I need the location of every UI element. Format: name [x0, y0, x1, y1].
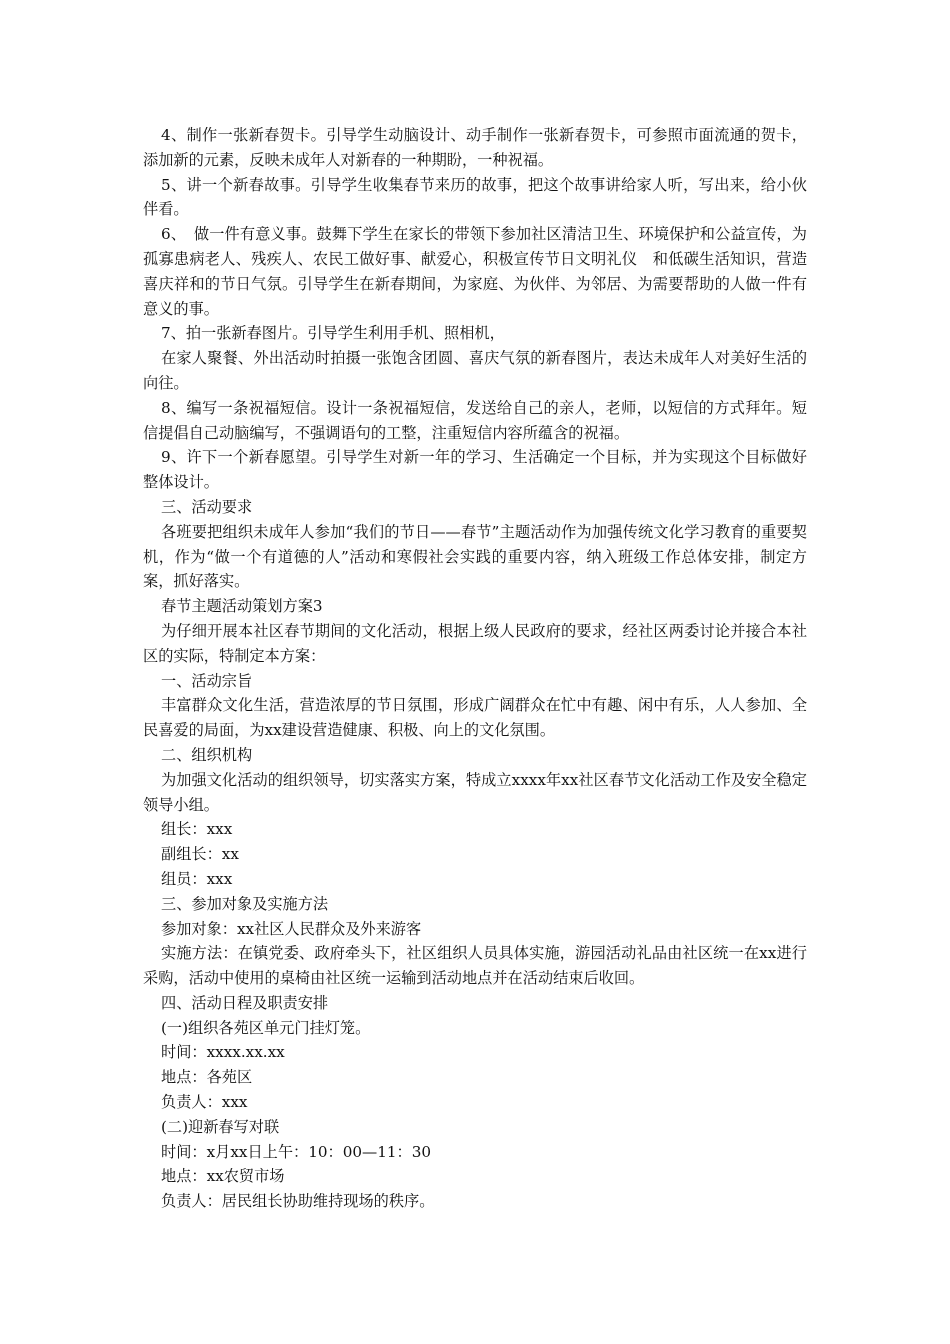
schedule-item-1-place: 地点：各苑区: [161, 1068, 253, 1087]
paragraph-item-6: 6、 做一件有意义事。鼓舞下学生在家长的带领下参加社区清洁卫生、环境保护和公益宣传，为孤寡患病老人、残疾人、农民工做好事、献爱心，积极宣传节日文明礼仪 和低碳生活知识，营造喜庆祥和的节日气氛。引导学生在新春期间，为家庭、为伙伴、为邻居、为需要帮助的人做一件有意义的事。: [143, 225, 807, 318]
schedule-item-2-place: 地点：xx农贸市场: [161, 1167, 285, 1186]
paragraph-item-5: 5、讲一个新春故事。引导学生收集春节来历的故事，把这个故事讲给家人听，写出来，给小伙伴看。: [143, 175, 807, 219]
section-heading-organization: 二、组织机构: [161, 745, 253, 764]
leader-line: 组长：xxx: [161, 820, 233, 839]
participants-line: 参加对象：xx社区人民群众及外来游客: [161, 919, 422, 938]
paragraph-item-7-continued: 在家人聚餐、外出活动时拍摄一张饱含团圆、喜庆气氛的新春图片，表达未成年人对美好生活的向往。: [143, 349, 807, 392]
section-heading-schedule: 四、活动日程及职责安排: [161, 993, 329, 1012]
paragraph-item-8: 8、编写一条祝福短信。设计一条祝福短信，发送给自己的亲人，老师，以短信的方式拜年。短信提倡自己动脑编写，不强调语句的工整，注重短信内容所蕴含的祝福。: [143, 398, 807, 442]
schedule-item-1-owner: 负责人：xxx: [161, 1093, 248, 1112]
paragraph-organization: 为加强文化活动的组织领导，切实落实方案，特成立xxxx年xx社区春节文化活动工作及安全稳定领导小组。: [143, 770, 807, 814]
paragraph-item-7: 7、拍一张新春图片。引导学生利用手机、照相机，: [161, 324, 505, 343]
schedule-item-2-title: (二)迎新春写对联: [161, 1117, 280, 1136]
paragraph-item-4: 4、制作一张新春贺卡。引导学生动脑设计、动手制作一张新春贺卡，可参照市面流通的贺卡，添加新的元素，反映未成年人对新春的一种期盼，一种祝福。: [143, 126, 807, 169]
method-line: 实施方法：在镇党委、政府牵头下，社区组织人员具体实施，游园活动礼品由社区统一在xx进行采购，活动中使用的桌椅由社区统一运输到活动地点并在活动结束后收回。: [143, 944, 807, 988]
schedule-item-1-title: (一)组织各苑区单元门挂灯笼。: [161, 1018, 371, 1037]
section-heading-participants: 三、参加对象及实施方法: [161, 894, 329, 913]
paragraph-purpose: 丰富群众文化生活，营造浓厚的节日氛围，形成广阔群众在忙中有趣、闲中有乐，人人参加、全民喜爱的局面，为xx建设营造健康、积极、向上的文化氛围。: [143, 696, 807, 740]
schedule-item-2-time: 时间：x月xx日上午：10：00—11：30: [161, 1142, 432, 1161]
paragraph-requirements: 各班要把组织未成年人参加“我们的节日——春节”主题活动作为加强传统文化学习教育的重要契机，作为“做一个有道德的人”活动和寒假社会实践的重要内容，纳入班级工作总体安排，制定方案，抓好落实。: [143, 522, 807, 591]
document-body: [143, 123, 807, 1214]
section-heading-requirements: 三、活动要求: [161, 497, 253, 516]
schedule-item-1-time: 时间：xxxx.xx.xx: [161, 1043, 285, 1062]
members-line: 组员：xxx: [161, 869, 233, 888]
schedule-item-2-owner: 负责人：居民组长协助维持现场的秩序。: [161, 1192, 435, 1211]
deputy-leader-line: 副组长：xx: [161, 845, 239, 864]
section-heading-purpose: 一、活动宗旨: [161, 671, 253, 690]
plan-title: 春节主题活动策划方案3: [161, 597, 323, 616]
paragraph-item-9: 9、许下一个新春愿望。引导学生对新一年的学习、生活确定一个目标，并为实现这个目标做好整体设计。: [143, 448, 807, 492]
paragraph-intro: 为仔细开展本社区春节期间的文化活动，根据上级人民政府的要求，经社区两委讨论并接合本社区的实际，特制定本方案：: [143, 621, 807, 665]
